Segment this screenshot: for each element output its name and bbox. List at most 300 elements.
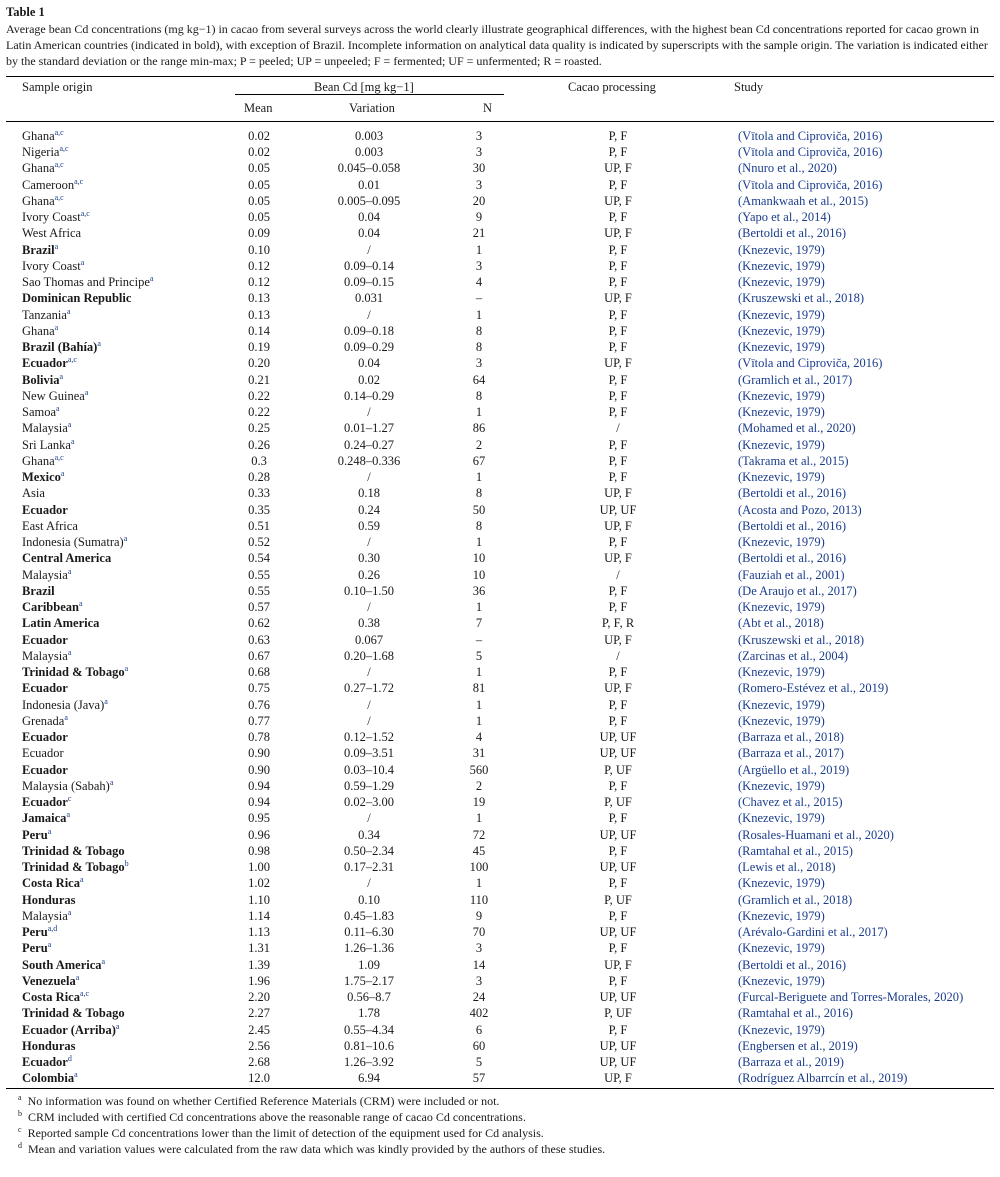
cell-variation: / xyxy=(367,713,371,728)
table-row xyxy=(6,1054,994,1070)
study-link[interactable]: Knezevic, 1979 xyxy=(742,340,821,354)
cell-study[interactable]: (Chavez et al., 2015) xyxy=(738,795,843,809)
cell-study[interactable]: (Fauziah et al., 2001) xyxy=(738,567,845,582)
header-sample-origin: Sample origin xyxy=(22,80,93,94)
study-link[interactable]: Zarcinas et al., 2004 xyxy=(742,648,844,663)
cell-n: 24 xyxy=(472,990,486,1004)
cell-study[interactable]: (Yapo et al., 2014) xyxy=(738,210,831,224)
header-cacao-processing: Cacao processing xyxy=(568,80,656,94)
cell-study[interactable]: (Acosta and Pozo, 2013) xyxy=(738,502,862,517)
cell-cacao-processing: UP, F xyxy=(604,957,632,972)
cell-variation: 0.09–0.18 xyxy=(344,323,394,338)
study-link[interactable]: Vītola and Ciproviča, 2016 xyxy=(742,177,879,192)
cell-cacao-processing: P, F xyxy=(608,210,628,224)
cell-study[interactable]: (Furcal-Beriguete and Torres-Morales, 2020) xyxy=(738,990,964,1004)
table-row xyxy=(6,290,994,306)
cell-mean: 0.63 xyxy=(248,632,270,647)
table-row xyxy=(6,583,994,599)
cell-variation: 1.26–1.36 xyxy=(344,941,394,956)
study-link[interactable]: Vītola and Ciproviča, 2016 xyxy=(742,128,879,143)
cell-n: 4 xyxy=(475,730,483,744)
cell-variation: 0.38 xyxy=(358,616,380,631)
cell-study[interactable]: (Vītola and Ciproviča, 2016) xyxy=(738,128,883,143)
cell-cacao-processing: UP, UF xyxy=(599,925,637,939)
cell-n: 3 xyxy=(475,258,483,273)
cell-study[interactable]: (Knezevic, 1979) xyxy=(738,697,825,712)
cell-study[interactable]: (Knezevic, 1979) xyxy=(738,405,825,419)
study-link[interactable]: Rosales-Huamani et al., 2020 xyxy=(742,827,890,842)
cell-mean: 2.68 xyxy=(248,1055,270,1069)
cell-study[interactable]: (Ramtahal et al., 2015) xyxy=(738,843,853,858)
cell-sample-origin: Mexico$^a$ xyxy=(22,469,65,484)
cell-study[interactable]: (Knezevic, 1979) xyxy=(738,665,825,679)
study-link[interactable]: Rodríguez Albarrcín et al., 2019 xyxy=(742,1071,904,1086)
cell-sample-origin: Brazil (Bahía)$^a$ xyxy=(22,339,101,354)
cell-mean: 0.68 xyxy=(248,665,270,679)
cell-n: 402 xyxy=(469,1006,489,1021)
cell-study[interactable]: (Knezevic, 1979) xyxy=(738,258,825,273)
cell-cacao-processing: P, F xyxy=(608,535,628,549)
study-link[interactable]: Bertoldi et al., 2016 xyxy=(742,518,842,533)
cell-sample-origin: New Guinea$^a$ xyxy=(22,387,89,403)
cell-study[interactable]: (Lewis et al., 2018) xyxy=(738,860,836,874)
header-n: N xyxy=(483,101,493,115)
cell-study[interactable]: (Vītola and Ciproviča, 2016) xyxy=(738,145,883,159)
cell-study[interactable]: (Knezevic, 1979) xyxy=(738,908,825,923)
cell-study[interactable]: (Vītola and Ciproviča, 2016) xyxy=(738,177,883,192)
table-row xyxy=(6,778,994,794)
cell-cacao-processing: P, F xyxy=(608,453,628,468)
cell-variation: 0.59–1.29 xyxy=(344,778,394,793)
cell-variation: 0.27–1.72 xyxy=(344,681,394,696)
cell-variation: 0.04 xyxy=(358,356,380,371)
cell-sample-origin: Peru$^a$ xyxy=(22,826,52,842)
cell-study[interactable]: (Knezevic, 1979) xyxy=(738,941,825,956)
cell-variation: 0.18 xyxy=(358,486,380,501)
cell-sample-origin: Ecuador (Arriba)$^a$ xyxy=(22,1021,120,1037)
cell-mean: 0.02 xyxy=(248,128,270,143)
cell-cacao-processing: UP, F xyxy=(604,681,632,696)
cell-n: 1 xyxy=(475,665,483,679)
study-link[interactable]: Knezevic, 1979 xyxy=(742,1022,821,1037)
study-link[interactable]: Gramlich et al., 2018 xyxy=(742,892,849,907)
table-row xyxy=(6,323,994,339)
cell-n: 3 xyxy=(475,973,483,988)
cell-variation: 0.11–6.30 xyxy=(344,925,394,939)
cell-sample-origin: Ecuador xyxy=(22,681,68,696)
cell-study[interactable]: (Barraza et al., 2017) xyxy=(738,746,844,761)
cell-cacao-processing: P, F xyxy=(608,600,628,614)
header-bean-cd: Bean Cd [mg kg−1] xyxy=(314,80,414,94)
footnote-marker: a xyxy=(67,420,72,430)
cell-n: 64 xyxy=(472,372,486,387)
cell-sample-origin: Caribbean$^a$ xyxy=(22,599,83,614)
study-link[interactable]: Barraza et al., 2019 xyxy=(742,1055,840,1069)
cell-variation: / xyxy=(367,242,371,257)
study-link[interactable]: Knezevic, 1979 xyxy=(742,535,821,549)
cell-study[interactable]: (Knezevic, 1979) xyxy=(738,600,825,614)
table-row xyxy=(6,599,994,615)
table-row xyxy=(6,957,994,973)
cell-mean: 0.13 xyxy=(248,291,270,306)
cell-n: 9 xyxy=(475,210,483,224)
cell-variation: 0.24–0.27 xyxy=(344,437,394,452)
cell-mean: 0.54 xyxy=(248,551,270,566)
study-link[interactable]: Knezevic, 1979 xyxy=(742,697,821,712)
cell-cacao-processing: P, F xyxy=(608,941,628,956)
study-link[interactable]: Gramlich et al., 2017 xyxy=(742,372,849,387)
cell-sample-origin: East Africa xyxy=(22,518,78,533)
cell-study[interactable]: (Engbersen et al., 2019) xyxy=(738,1038,858,1053)
footnote-marker: a xyxy=(149,274,154,283)
cell-study[interactable]: (Knezevic, 1979) xyxy=(738,323,825,338)
cell-cacao-processing: P, F xyxy=(608,843,628,858)
cell-study[interactable]: (Knezevic, 1979) xyxy=(738,535,825,549)
cell-sample-origin: Asia xyxy=(22,486,45,501)
study-link[interactable]: Ramtahal et al., 2015 xyxy=(742,843,849,858)
cell-variation: 0.03–10.4 xyxy=(344,762,394,777)
cell-cacao-processing: UP, UF xyxy=(599,502,637,517)
cell-n: 14 xyxy=(472,957,486,972)
cell-cacao-processing: P, F xyxy=(608,275,628,289)
table-row xyxy=(6,437,994,453)
table-row xyxy=(6,1022,994,1038)
table-row xyxy=(6,209,994,225)
study-link[interactable]: Amankwaah et al., 2015 xyxy=(742,193,865,208)
footnote-marker: a xyxy=(67,566,72,576)
cell-sample-origin: Ghana$^{a,c}$ xyxy=(22,192,64,208)
study-link[interactable]: Chavez et al., 2015 xyxy=(742,795,839,809)
cell-sample-origin: South America$^a$ xyxy=(22,956,106,972)
study-link[interactable]: Knezevic, 1979 xyxy=(742,941,821,956)
footnotes xyxy=(6,1093,994,1157)
study-link[interactable]: Abt et al., 2018 xyxy=(742,616,820,631)
cell-mean: 0.35 xyxy=(248,502,270,517)
cell-study[interactable]: (Knezevic, 1979) xyxy=(738,388,825,403)
study-link[interactable]: Engbersen et al., 2019 xyxy=(742,1038,854,1053)
cell-cacao-processing: UP, F xyxy=(604,486,632,501)
table-row xyxy=(6,762,994,778)
study-link[interactable]: De Araujo et al., 2017 xyxy=(742,583,853,598)
cell-mean: 2.56 xyxy=(248,1038,270,1053)
study-link[interactable]: Knezevic, 1979 xyxy=(742,307,821,322)
cell-variation: 0.067 xyxy=(354,632,384,647)
cell-n: 1 xyxy=(475,535,483,549)
cell-cacao-processing: P, F xyxy=(608,876,628,891)
study-link[interactable]: Knezevic, 1979 xyxy=(742,811,821,826)
cell-study[interactable]: (Knezevic, 1979) xyxy=(738,811,825,826)
cell-study[interactable]: (Knezevic, 1979) xyxy=(738,876,825,891)
cell-mean: 0.90 xyxy=(248,746,270,761)
cell-sample-origin: Ghana$^{a,c}$ xyxy=(22,160,64,176)
table-row xyxy=(6,274,994,290)
cell-variation: 0.01–1.27 xyxy=(344,421,394,436)
cell-sample-origin: Ecuador xyxy=(22,502,68,517)
study-link[interactable]: Barraza et al., 2017 xyxy=(742,746,840,761)
footnote-marker: a,c xyxy=(59,144,69,153)
cell-variation: 0.12–1.52 xyxy=(344,730,394,744)
footnote-marker: a xyxy=(75,972,80,982)
cell-cacao-processing: P, F xyxy=(608,811,628,826)
study-link[interactable]: Knezevic, 1979 xyxy=(742,908,821,923)
study-link[interactable]: Knezevic, 1979 xyxy=(742,275,821,289)
header-mean: Mean xyxy=(244,101,273,115)
cell-cacao-processing: P, F xyxy=(608,258,628,273)
cell-study[interactable]: (Kruszewski et al., 2018) xyxy=(738,632,865,647)
study-link[interactable]: Bertoldi et al., 2016 xyxy=(742,551,842,566)
study-link[interactable]: Romero-Estévez et al., 2019 xyxy=(742,681,885,696)
cell-mean: 0.26 xyxy=(248,437,270,452)
cell-study[interactable]: (Knezevic, 1979) xyxy=(738,1022,825,1037)
study-link[interactable]: Knezevic, 1979 xyxy=(742,437,821,452)
cell-cacao-processing: P, UF xyxy=(604,1006,632,1021)
study-link[interactable]: Knezevic, 1979 xyxy=(742,778,821,793)
cell-study[interactable]: (Bertoldi et al., 2016) xyxy=(738,226,846,241)
cell-study[interactable]: (Rodríguez Albarrcín et al., 2019) xyxy=(738,1071,908,1086)
cell-sample-origin: Jamaica$^a$ xyxy=(22,810,70,826)
cell-variation: 0.031 xyxy=(354,291,384,306)
cell-study[interactable]: (Knezevic, 1979) xyxy=(738,973,825,988)
cell-n: 1 xyxy=(475,470,483,484)
table-row xyxy=(6,892,994,908)
study-link[interactable]: Knezevic, 1979 xyxy=(742,242,821,257)
study-link[interactable]: Acosta and Pozo, 2013 xyxy=(742,502,858,517)
cell-study[interactable]: (De Araujo et al., 2017) xyxy=(738,583,857,598)
study-link[interactable]: Knezevic, 1979 xyxy=(742,388,821,403)
cell-n: 1 xyxy=(475,876,483,891)
cell-n: 60 xyxy=(472,1038,486,1053)
cell-variation: 0.34 xyxy=(358,827,380,842)
footnote-marker: a xyxy=(101,956,106,966)
table-row xyxy=(6,1070,994,1086)
table-row xyxy=(6,989,994,1005)
header-sub-rule xyxy=(235,94,504,95)
cell-variation: 0.45–1.83 xyxy=(344,908,394,923)
footnote-marker: a xyxy=(67,907,72,917)
cell-study[interactable]: (Knezevic, 1979) xyxy=(738,778,825,793)
cell-study[interactable]: (Vītola and Ciproviča, 2016) xyxy=(738,356,883,371)
study-link[interactable]: Knezevic, 1979 xyxy=(742,470,821,484)
cell-study[interactable]: (Bertoldi et al., 2016) xyxy=(738,551,846,566)
footnote-marker: a,c xyxy=(54,192,64,202)
cell-sample-origin: Ecuador$^{a,c}$ xyxy=(22,355,77,371)
study-link[interactable]: Furcal-Beriguete and Torres-Morales, 2020 xyxy=(742,990,960,1004)
cell-sample-origin: Ivory Coast$^a$ xyxy=(22,257,85,273)
cell-n: 2 xyxy=(475,437,483,452)
cell-study[interactable]: (Amankwaah et al., 2015) xyxy=(738,193,869,208)
cell-sample-origin: Trinidad & Tobago$^a$ xyxy=(22,664,129,679)
cell-study[interactable]: (Bertoldi et al., 2016) xyxy=(738,518,846,533)
cell-n: 45 xyxy=(472,843,486,858)
cell-sample-origin: Ecuador xyxy=(22,730,68,744)
cell-study[interactable]: (Bertoldi et al., 2016) xyxy=(738,486,846,501)
cell-mean: 0.77 xyxy=(248,713,270,728)
footnote-marker: a xyxy=(78,599,83,608)
cell-study[interactable]: (Knezevic, 1979) xyxy=(738,275,825,289)
table-row xyxy=(6,924,994,940)
cell-variation: / xyxy=(367,405,371,419)
cell-study[interactable]: (Nnuro et al., 2020) xyxy=(738,161,837,176)
study-link[interactable]: Knezevic, 1979 xyxy=(742,258,821,273)
cell-study[interactable]: (Knezevic, 1979) xyxy=(738,307,825,322)
cell-study[interactable]: (Gramlich et al., 2017) xyxy=(738,372,853,387)
cell-cacao-processing: P, F xyxy=(608,388,628,403)
table-caption: Average bean Cd concentrations (mg kg−1) in cacao from several surveys across the world clearly illustrate geographical differences, with the highest bean Cd concentrations reported for cacao grown in Latin American countries (indicated in bold), with exception of Brazil. Incomplete information on analytical data quality is indicated by superscripts with the sample origin. The variation is indicated either by the standard deviation or the range min-max; P = peeled; UP = unpeeled; F = fermented; UF = unfermented; R = roasted. xyxy=(6,22,988,68)
cell-mean: 0.76 xyxy=(248,697,270,712)
footnote-marker: a xyxy=(54,322,59,332)
cell-variation: 0.04 xyxy=(358,210,380,224)
study-link[interactable]: Nnuro et al., 2020 xyxy=(742,161,833,176)
cell-mean: 0.98 xyxy=(248,843,270,858)
study-link[interactable]: Ramtahal et al., 2016 xyxy=(742,1006,849,1021)
table-row xyxy=(6,502,994,518)
cell-study[interactable]: (Takrama et al., 2015) xyxy=(738,453,849,468)
study-link[interactable]: Kruszewski et al., 2018 xyxy=(742,632,860,647)
cell-variation: 0.30 xyxy=(358,551,380,566)
table-row xyxy=(6,485,994,501)
cell-study[interactable]: (Mohamed et al., 2020) xyxy=(738,421,856,436)
cell-cacao-processing: / xyxy=(616,421,620,436)
study-link[interactable]: Takrama et al., 2015 xyxy=(742,453,845,468)
cell-n: 1 xyxy=(475,307,483,322)
cell-sample-origin: Trinidad & Tobago xyxy=(22,843,125,858)
table-row xyxy=(6,469,994,485)
cell-variation: 0.248–0.336 xyxy=(337,453,401,468)
cell-mean: 0.21 xyxy=(248,372,270,387)
cell-mean: 0.96 xyxy=(248,827,270,842)
table-row xyxy=(6,420,994,436)
cell-cacao-processing: P, F xyxy=(608,470,628,484)
cell-study[interactable]: (Bertoldi et al., 2016) xyxy=(738,957,846,972)
table-row xyxy=(6,632,994,648)
cell-sample-origin: Ghana$^{a,c}$ xyxy=(22,127,64,143)
study-link[interactable]: Knezevic, 1979 xyxy=(742,876,821,891)
footnote-marker: a,c xyxy=(54,160,64,170)
cell-study[interactable]: (Knezevic, 1979) xyxy=(738,437,825,452)
cell-study[interactable]: (Rosales-Huamani et al., 2020) xyxy=(738,827,894,842)
footnote-marker: a xyxy=(66,306,71,316)
cell-study[interactable]: (Romero-Estévez et al., 2019) xyxy=(738,681,889,696)
cell-mean: 0.25 xyxy=(248,421,270,436)
cell-cacao-processing: P, F xyxy=(608,908,628,923)
cell-sample-origin: Sao Thomas and Principe$^a$ xyxy=(22,274,154,289)
cell-sample-origin: Bolivia$^a$ xyxy=(22,371,64,387)
header-study: Study xyxy=(734,80,764,94)
cell-mean: 1.10 xyxy=(248,892,270,907)
cell-study[interactable]: (Kruszewski et al., 2018) xyxy=(738,291,865,306)
study-link[interactable]: Bertoldi et al., 2016 xyxy=(742,957,842,972)
cell-sample-origin: Sri Lanka$^a$ xyxy=(22,436,75,452)
cell-mean: 0.51 xyxy=(248,518,270,533)
table-row xyxy=(6,794,994,810)
cell-study[interactable]: (Knezevic, 1979) xyxy=(738,340,825,354)
cell-n: 1 xyxy=(475,713,483,728)
study-link[interactable]: Knezevic, 1979 xyxy=(742,665,821,679)
table-row xyxy=(6,122,994,144)
study-link[interactable]: Knezevic, 1979 xyxy=(742,713,821,728)
cell-n: 72 xyxy=(472,827,486,842)
table-row xyxy=(6,307,994,323)
footnote-marker: a xyxy=(67,647,72,657)
table-row xyxy=(6,713,994,729)
cell-n: 8 xyxy=(475,388,483,403)
cell-study[interactable]: (Knezevic, 1979) xyxy=(738,470,825,484)
cell-mean: 2.20 xyxy=(248,990,270,1004)
cell-n: 1 xyxy=(475,811,483,826)
cell-study[interactable]: (Barraza et al., 2018) xyxy=(738,730,844,744)
table-row xyxy=(6,859,994,875)
study-link[interactable]: Argüello et al., 2019 xyxy=(742,762,846,777)
study-link[interactable]: Bertoldi et al., 2016 xyxy=(742,226,842,241)
cell-cacao-processing: P, F xyxy=(608,145,628,159)
cell-cacao-processing: UP, F xyxy=(604,193,632,208)
footnote-text: CRM included with certified Cd concentrations above the reasonable range of cacao Cd concentrations. xyxy=(28,1109,526,1124)
study-link[interactable]: Mohamed et al., 2020 xyxy=(742,421,852,436)
study-link[interactable]: Knezevic, 1979 xyxy=(742,973,821,988)
footnote-marker: a xyxy=(70,436,75,446)
cell-n: 100 xyxy=(469,860,489,874)
study-link[interactable]: Kruszewski et al., 2018 xyxy=(742,291,860,306)
cell-n: 10 xyxy=(472,551,486,566)
study-link[interactable]: Barraza et al., 2018 xyxy=(742,730,840,744)
cell-study[interactable]: (Knezevic, 1979) xyxy=(738,713,825,728)
footnote-marker: a xyxy=(80,257,85,267)
cell-sample-origin: Trinidad & Tobago xyxy=(22,1006,125,1021)
cell-sample-origin: Malaysia (Sabah)$^a$ xyxy=(22,777,114,793)
cell-variation: 0.005–0.095 xyxy=(337,193,401,208)
table-row xyxy=(6,1038,994,1054)
study-link[interactable]: Knezevic, 1979 xyxy=(742,600,821,614)
cell-n: 3 xyxy=(475,356,483,371)
cell-sample-origin: Dominican Republic xyxy=(22,291,132,306)
cell-mean: 1.31 xyxy=(248,941,270,956)
cell-study[interactable]: (Argüello et al., 2019) xyxy=(738,762,850,777)
cell-mean: 0.62 xyxy=(248,616,270,631)
cell-cacao-processing: P, UF xyxy=(604,892,632,907)
footnote xyxy=(18,1125,994,1141)
cell-study[interactable]: (Arévalo-Gardini et al., 2017) xyxy=(738,925,888,939)
study-link[interactable]: Knezevic, 1979 xyxy=(742,323,821,338)
study-link[interactable]: Yapo et al., 2014 xyxy=(742,210,827,224)
study-link[interactable]: Vītola and Ciproviča, 2016 xyxy=(742,145,879,159)
study-link[interactable]: Knezevic, 1979 xyxy=(742,405,821,419)
cell-study[interactable]: (Zarcinas et al., 2004) xyxy=(738,648,849,663)
cell-n: 8 xyxy=(475,518,483,533)
cell-sample-origin: Ivory Coast$^{a,c}$ xyxy=(22,209,90,224)
study-link[interactable]: Vītola and Ciproviča, 2016 xyxy=(742,356,879,371)
footnote-marker: a xyxy=(79,875,84,885)
study-link[interactable]: Lewis et al., 2018 xyxy=(742,860,832,874)
cell-study[interactable]: (Gramlich et al., 2018) xyxy=(738,892,853,907)
cell-study[interactable]: (Barraza et al., 2019) xyxy=(738,1055,844,1069)
footnote-marker: a,c xyxy=(80,209,90,218)
cell-study[interactable]: (Knezevic, 1979) xyxy=(738,242,825,257)
cell-sample-origin: Costa Rica$^{a,c}$ xyxy=(22,989,90,1004)
study-link[interactable]: Bertoldi et al., 2016 xyxy=(742,486,842,501)
cell-study[interactable]: (Ramtahal et al., 2016) xyxy=(738,1006,853,1021)
cell-n: 70 xyxy=(472,925,486,939)
footnote-marker: a,c xyxy=(79,989,90,998)
cell-study[interactable]: (Abt et al., 2018) xyxy=(738,616,824,631)
cell-n: 110 xyxy=(469,892,489,907)
cell-n: 5 xyxy=(475,1055,483,1069)
footnote xyxy=(18,1093,994,1109)
table-row xyxy=(6,940,994,956)
study-link[interactable]: Fauziah et al., 2001 xyxy=(742,567,841,582)
cell-sample-origin: Central America xyxy=(22,551,112,566)
cell-cacao-processing: UP, UF xyxy=(599,990,637,1004)
study-link[interactable]: Arévalo-Gardini et al., 2017 xyxy=(742,925,884,939)
